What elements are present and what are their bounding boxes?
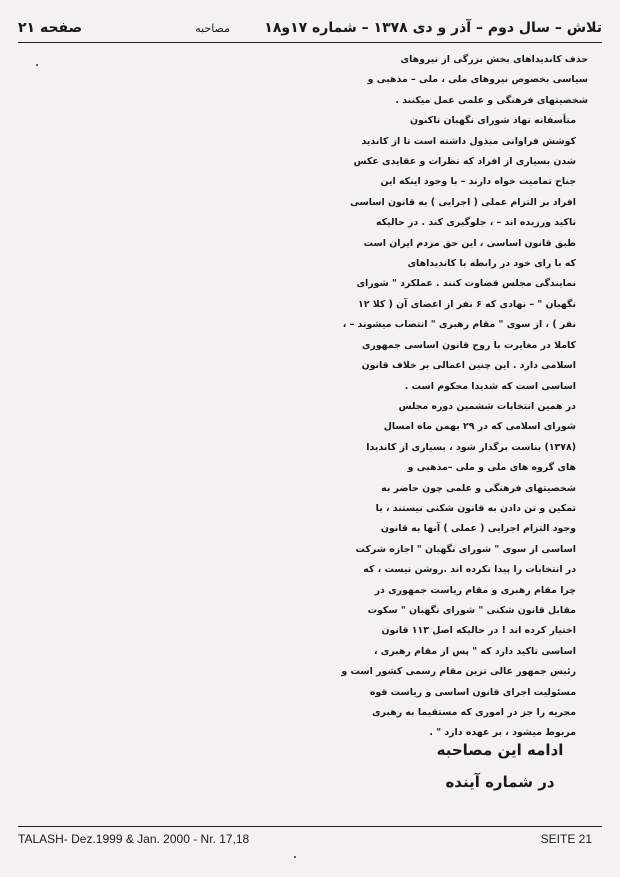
- text-line: اسلامی دارد . این چنین اعمالی بر خلاف قانون: [361, 360, 576, 372]
- text-line: نگهبان " – نهادی که ۶ نفر از اعضای آن ( کلا ۱۲: [358, 298, 576, 310]
- text-line: در انتخابات را پیدا نکرده اند .روشن نیست ، که: [363, 564, 576, 576]
- text-line: نمایندگی مجلس قضاوت کنند . عملکرد " شورای: [356, 278, 576, 290]
- page-header: [18, 20, 602, 42]
- text-line: شخصیتهای فرهنگی و علمی چون حاضر به: [381, 482, 576, 494]
- continuation-notice: [412, 734, 588, 798]
- text-line: افراد بر التزام عملی ( اجرایی ) به قانون اساسی: [350, 196, 576, 208]
- text-line: جناح تمامیت خواه دارند – با وجود اینکه این: [380, 176, 576, 188]
- footer-citation: TALASH- Dez.1999 & Jan. 2000 - Nr. 17,18: [18, 832, 250, 846]
- scan-speck: [36, 64, 38, 66]
- text-line: کوشش فراوانی مبذول داشته است تا از کاندید: [361, 135, 576, 147]
- page-footer: [18, 832, 592, 848]
- scan-speck: [294, 856, 296, 858]
- text-line: حذف کاندیداهای بخش بزرگی از نیروهای: [400, 54, 588, 65]
- text-line: شخصیتهای فرهنگی و علمی عمل میکنند .: [395, 94, 588, 106]
- text-line: مقابل قانون شکنی " شورای نگهبان " سکوت: [367, 604, 576, 616]
- text-line: وجود التزام اجرایی ( عملی ) آنها به قانون: [380, 523, 576, 535]
- text-line: شورای اسلامی که در ۲۹ بهمن ماه امسال: [383, 421, 576, 433]
- text-line: شدن بسیاری از افراد که نظرات و عقایدی عکس: [353, 156, 576, 168]
- paragraph-1: [367, 50, 588, 111]
- text-line: اساسی تاکید دارد که " پس از مقام رهبری ،: [373, 645, 576, 657]
- page-number-persian: صفحه ۲۱: [18, 20, 83, 36]
- text-line: کاملا در مغایرت با روح قانون اساسی جمهوری: [361, 339, 576, 351]
- text-line: مجریه را جز در اموری که مستقیما به رهبری: [371, 707, 576, 718]
- text-line: اساسی از سوی " شورای نگهبان " اجازه شرکت: [355, 543, 576, 555]
- section-label: مصاحبه: [195, 22, 230, 35]
- text-line: های گروه های ملی و ملی –مذهبی و: [407, 462, 576, 474]
- paragraph-2: [342, 111, 588, 397]
- header-rule: [18, 42, 602, 43]
- continuation-line-2: در شماره آینده: [445, 773, 555, 791]
- text-line: مربوط میشود ، بر عهده دارد " .: [429, 727, 576, 739]
- text-line: که با رای خود در رابطه با کاندیداهای: [407, 258, 576, 270]
- text-line: طبق قانون اساسی ، این حق مردم ایران است: [363, 237, 576, 249]
- paragraph-3: [341, 397, 588, 744]
- text-line: مسئولیت اجرای قانون اساسی و ریاست قوه: [369, 686, 576, 698]
- text-line: تمکین و تن دادن به قانون شکنی نیستند ، با: [375, 502, 576, 514]
- text-line: در همین انتخابات ششمین دوره مجلس: [398, 400, 576, 412]
- publication-title: تلاش – سال دوم – آذر و دی ۱۳۷۸ – شماره ۱۷و۱۸: [264, 20, 602, 36]
- text-line: اختیار کرده اند ! در حالیکه اصل ۱۱۳ قانون: [381, 625, 576, 637]
- text-line: تاکید ورزیده اند – ، جلوگیری کند . در حالیکه: [376, 217, 576, 229]
- text-line: نفر ) ، از سوی " مقام رهبری " انتصاب میشوند – ،: [342, 319, 576, 331]
- footer-rule: [18, 826, 602, 827]
- text-line: اساسی است که شدیدا محکوم است .: [404, 380, 576, 392]
- footer-page-number: SEITE 21: [540, 832, 592, 846]
- text-line: رئیس جمهور عالی ترین مقام رسمی کشور است و: [341, 666, 576, 678]
- text-line: متأسفانه نهاد شورای نگهبان تاکنون: [410, 115, 576, 127]
- text-line: سیاسی بخصوص نیروهای ملی ، ملی – مذهبی و: [367, 74, 588, 86]
- text-line: چرا مقام رهبری و مقام ریاست جمهوری در: [374, 584, 576, 596]
- article-column: [341, 50, 588, 744]
- text-line: (۱۳۷۸) بناست برگذار شود ، بسیاری از کاندیدا: [366, 441, 576, 453]
- continuation-line-1: ادامه این مصاحبه: [436, 741, 564, 759]
